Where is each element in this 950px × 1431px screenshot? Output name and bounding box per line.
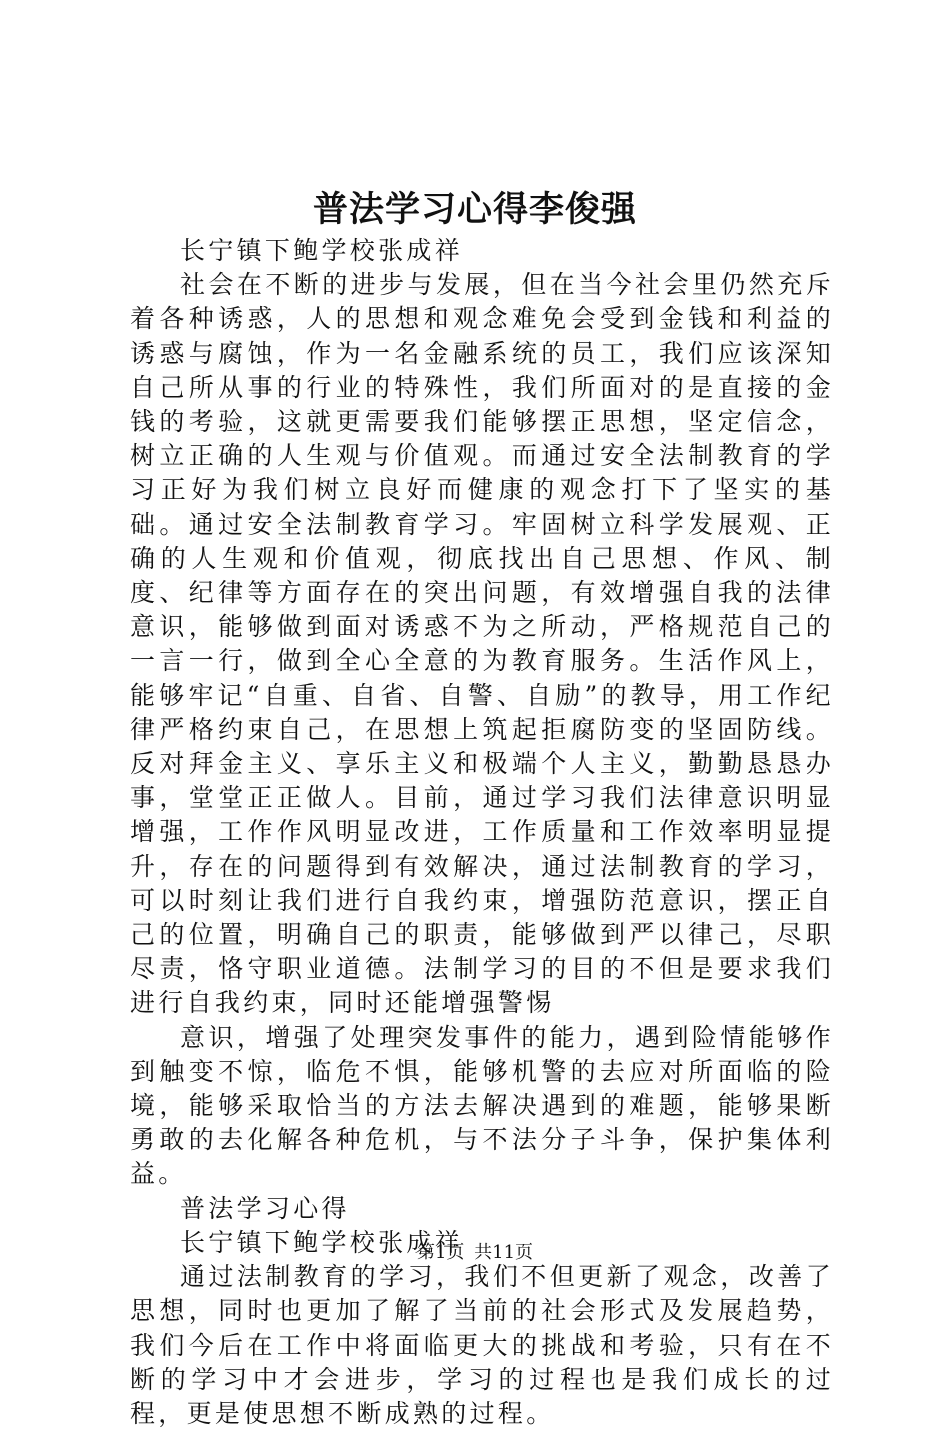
author-line: 长宁镇下鲍学校张成祥 <box>180 1227 464 1257</box>
body-paragraph: 社会在不断的进步与发展，但在当今社会里仍然充斥着各种诱惑，人的思想和观念难免会受到金钱和利益的诱惑与腐蚀，作为一名金融系统的员工，我们应该深知自己所从事的行业的特殊性，我们所面对的是直接的金钱的考验，这就更需要我们能够摆正思想，坚定信念，树立正确的人生观与价值观。而通过安全法制教育的学习正好为我们树立良好而健康的观念打下了坚实的基础。通过安全法制教育学习。牢固树立科学发展观、正确的人生观和价值观，彻底找出自己思想、作风、制度、纪律等方面存在的突出问题，有效增强自我的法律意识，能够做到面对诱惑不为之所动，严格规范自己的一言一行，做到全心全意的为教育服务。生活作风上，能够牢记“自重、自省、自警、自励”的教导，用工作纪律严格约束自己，在思想上筑起拒腐防变的坚固防线。反对拜金主义、享乐主义和极端个人主义，勤勤恳恳办事，堂堂正正做人。目前，通过学习我们法律意识明显增强，工作作风明显改进，工作质量和工作效率明显提升，存在的问题得到有效解决，通过法制教育的学习，可以时刻让我们进行自我约束，增强防范意识，摆正自己的位置，明确自己的职责，能够做到严以律己，尽职尽责，恪守职业道德。法制学习的目的不但是要求我们进行自我约束，同时还能增强警惕 <box>130 270 834 1018</box>
page-footer: 第1页 共11页 <box>416 1242 534 1263</box>
document-title: 普法学习心得李俊强 <box>312 189 637 230</box>
body-paragraph: 通过法制教育的学习，我们不但更新了观念，改善了思想，同时也更加了解了当前的社会形式及发展趋势，我们今后在工作中将面临更大的挑战和考验，只有在不断的学习中才会进步，学习的过程也是我们成长的过程，更是使思想不断成熟的过程。 <box>130 1262 834 1428</box>
section-heading: 普法学习心得 <box>180 1193 350 1223</box>
author-line: 长宁镇下鲍学校张成祥 <box>180 236 464 265</box>
body-paragraph: 意识，增强了处理突发事件的能力，遇到险情能够作到触变不惊，临危不惧，能够机警的去应对所面临的险境，能够采取恰当的方法去解决遇到的难题，能够果断勇敢的去化解各种危机，与不法分子斗争，保护集体利益。 <box>130 1022 834 1189</box>
